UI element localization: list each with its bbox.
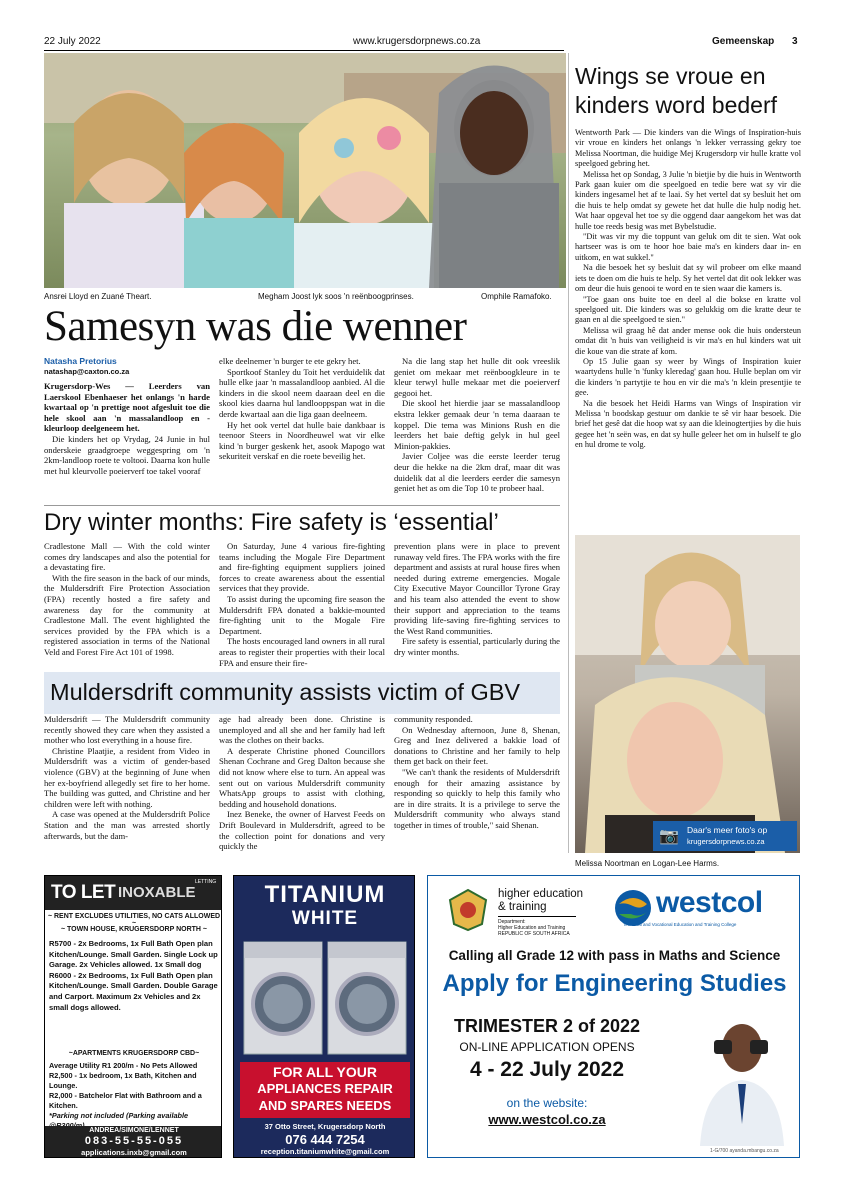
gbv-story-col1 — [44, 714, 210, 841]
main-story-para: Javier Coljee was die eerste leerder terug deur die hekke na die 2km draf, maar dit was duidelik dat al die leerders eerder die samesyn geniet het as om die Top 10 te probeer haal. — [394, 451, 560, 494]
main-story-para: Die skool het hierdie jaar se massalandloop ekstra lekker gemaak deur 'n tema daaraan te koppel. Die tema was Minions Rush en die leerders het baie deftig gelyk in hul geel Minion-pakkies. — [394, 398, 560, 451]
fire-story-col2 — [219, 541, 385, 668]
westcol-on-web: on the website: — [506, 1096, 588, 1110]
issue-date: 22 July 2022 — [44, 36, 101, 47]
westcol-brand: westcol — [656, 886, 763, 919]
westcol-tagline: Technical and Vocational Education and Training College — [623, 922, 737, 927]
camera-icon: 📷 — [659, 828, 679, 845]
titanium-title1: TITANIUM — [264, 881, 386, 908]
fire-story-col1 — [44, 541, 210, 658]
fire-story-para: Cradlestone Mall — With the cold winter comes dry landscapes and also the potential for a devastating fire. — [44, 541, 210, 573]
gbv-story-col2 — [219, 714, 385, 852]
children-photo-art — [44, 53, 566, 288]
gbv-headline: Muldersdrift community assists victim of GBV — [50, 679, 521, 705]
inoxable-listing: R2,000 - Batchelor Flat with Bathroom and a Kitchen. — [49, 1091, 202, 1110]
dhet-small-line: Department: — [498, 919, 526, 925]
fire-story-para: Fire safety is essential, particularly during the dry winter months. — [394, 636, 560, 657]
main-story-col1 — [44, 381, 210, 476]
section-name: Gemeenskap — [712, 36, 775, 47]
inoxable-apartment-list — [49, 1061, 219, 1131]
inoxable-listing: R6000 - 2x Bedrooms, 1x Full Bath Open plan Kitchen/Lounge. Small Garden. Double Garage and Carport. Maximum 2x Vehicles and 2x small dogs allowed. — [49, 970, 218, 1012]
inoxable-parking-note: *Parking not included (Parking available — [49, 1111, 189, 1120]
header-rule — [44, 50, 564, 51]
dhet-small-text — [498, 919, 570, 937]
gbv-story-para: A desperate Christine phoned Councillors Shenan Cochrane and Greg Dalton because she did not know where else to turn. An appeal was sent out on various Muldersdrift community WhatsApp groups to assist with clothing, bedding and household donations. — [219, 745, 385, 809]
main-story-para: Die kinders het op Vrydag, 24 Junie in hul onderskeie graadgroepe weggespring om 'n 2km-landloop roete te voltooi. Daarna kon hulle met hul kleurvolle poeierverf toe takel vooraf — [44, 433, 210, 476]
wings-story-body — [575, 128, 801, 451]
column-divider — [568, 53, 569, 853]
section-divider — [44, 505, 560, 506]
more-photos-text: Daar's meer foto's op — [687, 825, 768, 835]
photo-caption-left: Ansrei Lloyd en Zuané Theart. — [44, 292, 152, 301]
titanium-title2: WHITE — [291, 908, 359, 929]
main-story-para: Na die lang stap het hulle dit ook vreeslik geniet om mekaar met reënboogkleure in te kleur terwyl hulle mekaar met die poeierverf gegooi het. — [394, 356, 560, 398]
inoxable-brand: INOXABLE — [118, 884, 196, 901]
fire-story-para: prevention plans were in place to prevent runaway veld fires. The FPA works with the fire department and assists at rural house fires when needed during extreme emergencies. Mogale City Executive Mayor Councillor Tyrone Gray and his team also attended the event to show their support and appreciation to the teams providing life-saving fire-fighting services to the West Rand communities. — [394, 541, 560, 636]
gbv-story-para: A case was opened at the Muldersdrift Police Station and the man was arrested shortly afterwards, but the dam- — [44, 809, 210, 841]
titanium-banner — [240, 1062, 410, 1118]
inoxable-phone[interactable]: 083-55-55-055 — [84, 1135, 184, 1147]
melissa-logan-photo — [575, 535, 800, 853]
fire-headline: Dry winter months: Fire safety is ‘essential’ — [44, 509, 499, 536]
inoxable-townhouse-list — [49, 939, 219, 1013]
gbv-story-para: age had already been done. Christine is unemployed and all she and her family had left was the clothes on their backs. — [219, 714, 385, 746]
photo-caption-right: Omphile Ramafoko. — [481, 292, 552, 301]
main-story-para: Hy het ook vertel dat hulle baie dankbaar is teenoor Steers in Noordheuwel wat vir elke kind 'n burger geskenk het, asook Mapogo wat sekuriteit verskaf en die roete beveilig het. — [219, 419, 385, 462]
main-story-para: Sportkoof Stanley du Toit het verduidelik dat hulle elke jaar 'n massalandloop aanbied. Al die kinders in die skool neem daaraan deel en die skool kies daarna hul landlooppspan wat in die derde kwartaal aan die liga gaan deelneem. — [219, 366, 385, 419]
coat-of-arms-icon — [446, 888, 490, 932]
byline-name: Natasha Pretorius — [44, 356, 117, 366]
gbv-story-para: Inez Beneke, the owner of Harvest Feeds on Drift Boulevard in Muldersdrift, agreed to be the collection point for donations and very quickly the — [219, 809, 385, 852]
website-url[interactable]: www.krugersdorpnews.co.za — [353, 36, 481, 47]
selfie-photo-art — [575, 535, 800, 853]
wings-story-para: Na die besoek het sy besluit dat sy wil probeer om elke maand iets te doen om die huis te help. Sy het vertel dat dit ook lekker was om deur die huis genooi te word en te sien waar die kamers is. — [575, 263, 801, 294]
dhet-rule — [498, 916, 576, 917]
washing-machines-image — [242, 938, 408, 1058]
inoxable-section1: ~ TOWN HOUSE, KRUGERSDORP NORTH ~ — [61, 926, 207, 933]
inoxable-contact-bar — [45, 1126, 222, 1158]
main-story-col3 — [394, 356, 560, 494]
wings-story-para: Na die besoek het Heidi Harms van Wings of Inspiration vir Melissa 'n boodskap gestuur om dankie te sê vir haar besoek. Die brief het gesê dat die hoop wat sy aan die kleinogtertjies by die huis gegee het 'n seën was, en dat sy hulle geleer het om in hulself te glo en hul drome te volg. — [575, 398, 801, 450]
photo-caption-mid: Megham Joost lyk soos 'n reënboogprinses. — [258, 292, 414, 301]
westcol-call-line: Calling all Grade 12 with pass in Maths and Science — [448, 948, 781, 963]
dhet-small-line: REPUBLIC OF SOUTH AFRICA — [498, 931, 570, 937]
wings-photo-caption: Melissa Noortman en Logan-Lee Harms. — [575, 859, 720, 868]
main-headline: Samesyn was die wenner — [44, 303, 467, 350]
wings-headline: Wings se vroue en kinders word bederf — [575, 63, 777, 118]
westcol-url[interactable]: www.westcol.co.za — [488, 1112, 606, 1127]
titanium-banner-line2: APPLIANCES REPAIR — [257, 1081, 393, 1096]
wings-story-para: Op 15 Julie gaan sy weer by Wings of Inspiration kuier waartydens hulle 'n 'funky kleredag' gaan hou. Hulle beplan om vir die kinders 'n partytjie te hou en vir die ma's 'n klein presentjie te gee. — [575, 356, 801, 398]
gbv-story-para: Muldersdrift — The Muldersdrift community recently showed they care when they assisted a mother who lost everything in a house fire. — [44, 714, 210, 746]
titanium-white-ad[interactable] — [233, 875, 415, 1158]
page-number: 3 — [792, 36, 798, 47]
fire-story-para: On Saturday, June 4 various fire-fighting teams including the Mogale Fire Department and fire-fighting equipment suppliers joined forces to create awareness about the essential services that they provide. — [219, 541, 385, 594]
gbv-story-col3 — [394, 714, 560, 831]
wings-story-para: Melissa wil graag hê dat ander mense ook die huis ondersteun omdat dit 'n huis van veiligheid is vir ma's en hul kinders wat uit die koue van die strate af kom. — [575, 325, 801, 356]
main-story-lead: Krugersdorp-Wes — Leerders van Laerskool Ebenhaeser het onlangs 'n harde kwartaal op 'n prettige noot afgesluit toe die hele skool aan 'n massalandloop en -kleurloop deelgeneem het. — [44, 381, 210, 434]
titanium-email[interactable]: reception.titaniumwhite@gmail.com — [260, 1147, 390, 1156]
titanium-address: 37 Otto Street, Krugersdorp North — [264, 1122, 386, 1131]
westcol-ad[interactable] — [427, 875, 800, 1158]
main-story-col2 — [219, 356, 385, 462]
westcol-ref: 1-G/700 ayanda.mbangu.co.za — [710, 1148, 779, 1154]
westcol-apply-line: Apply for Engineering Studies — [442, 970, 787, 997]
wings-story-para: "Toe gaan ons buite toe en deel al die bokse en kratte vol speelgoed uit. Die kinders was so gelukkig om die kratte deur te gaan en al die speelgoed te sien." — [575, 294, 801, 325]
inoxable-contact-names: ANDREA/SIMONE/LENNET — [89, 1127, 179, 1134]
westcol-online: ON-LINE APPLICATION OPENS — [459, 1040, 635, 1054]
gbv-story-para: "We can't thank the residents of Muldersdrift enough for their amazing assistance by responding so quickly to help this family who are in dire straits. It is a privilege to serve the Muldersdrift community who always stand together in times of trouble," said Shenan. — [394, 766, 560, 830]
inoxable-listing: R2,500 - 1x bedroom, 1x Bath, Kitchen and Lounge. — [49, 1071, 197, 1090]
children-colour-run-photo — [44, 53, 566, 288]
more-photos-url[interactable]: krugersdorpnews.co.za — [687, 837, 765, 846]
gbv-story-para: On Wednesday afternoon, June 8, Shenan, Greg and Inez delivered a bakkie load of donations to Christine and her family to help them get back on their feet. — [394, 724, 560, 767]
titanium-banner-line3: AND SPARES NEEDS — [258, 1098, 392, 1113]
inoxable-rule-line: ~ RENT EXCLUDES UTILITIES, NO CATS ALLOWED ~ — [47, 913, 221, 927]
westcol-dates: 4 - 22 July 2022 — [469, 1058, 625, 1081]
inoxable-ad[interactable] — [44, 875, 222, 1158]
inoxable-email[interactable]: applications.inxb@gmail.com — [81, 1148, 187, 1157]
gbv-story-para: community responded. — [394, 714, 473, 724]
wings-story-para: Wentworth Park — Die kinders van die Wings of Inspiration-huis vir vroue en kinders het onlangs 'n lekker verrassing gekry toe Melissa Noortman, die huidige Mej Krugersdorp vir hulle kratte vol speelgoed gebring het. — [575, 128, 801, 169]
titanium-phone[interactable]: 076 444 7254 — [285, 1132, 365, 1147]
fire-story-para: To assist during the upcoming fire season the Muldersdrift FPA donated a bakkie-mounted fire-fighting unit to the Mogale Fire Department. — [219, 593, 385, 636]
inoxable-to-let: TO LET — [51, 882, 116, 903]
inoxable-letting-tag: LETTING — [195, 879, 217, 885]
student-binoculars-image — [690, 1014, 790, 1146]
dhet-small-line: Higher Education and Training — [498, 925, 566, 931]
wings-story-para: Melissa het op Sondag, 3 Julie 'n bietjie by die huis in Wentworth Park gaan kuier om die speelgoed en tedie bere wat sy vir die kinders ingesamel het af te laai. Sy het vertel dat sy besluit het om die huis te help omdat sy gewete het dat hulle die hulp nodig het. Wat haar opgeval het toe sy die oggend daar aangekom het was dat hulle toe reeds besig was met Bybelstudie. — [575, 169, 801, 231]
dhet-line1: higher education — [498, 888, 584, 900]
gbv-story-para: Christine Plaatjie, a resident from Video in Muldersdrift was a victim of gender-based violence (GBV) at the beginning of June when her ex-boyfriend allegedly set fire to her home. The building was gutted, and Christine and her children were left with nothing. — [44, 745, 210, 809]
fire-story-para: The hosts encouraged land owners in all rural areas to register their properties with their local FPA and ensure their fire- — [219, 636, 385, 668]
titanium-banner-line1: FOR ALL YOUR — [273, 1064, 377, 1080]
more-photos-badge[interactable] — [653, 821, 797, 851]
inoxable-title-bar — [45, 876, 222, 910]
westcol-trimester: TRIMESTER 2 of 2022 — [453, 1016, 641, 1036]
fire-story-col3 — [394, 541, 560, 658]
byline-email[interactable]: natashap@caxton.co.za — [44, 367, 130, 376]
inoxable-utility-line: Average Utility R1 200/m - No Pets Allowed — [49, 1061, 198, 1070]
fire-story-para: With the fire season in the back of our minds, the Muldersdrift Fire Protection Association (FPA) recently hosted a fire safety and awareness day for the community at Cradlestone Mall. The event highlighted the services provided by the FPA which is a registered association in terms of the National Veld and Forest Fire Act 101 of 1998. — [44, 572, 210, 657]
main-story-para: elke deelnemer 'n burger te ete gekry het. — [219, 356, 361, 366]
inoxable-listing: R5700 - 2x Bedrooms, 1x Full Bath Open plan Kitchen/Lounge. Small Garden. Single Lock up Garage. 2x Vehicles allowed. 1x Small dog — [49, 939, 218, 970]
dhet-line2: & training — [498, 901, 547, 913]
inoxable-section2: ~APARTMENTS KRUGERSDORP CBD~ — [68, 1050, 200, 1057]
wings-story-para: "Dit was vir my die toppunt van geluk om dit te sien. Wat ook hartseer was is om te hoor hoe baie ma's en kinders daar in- en uitkom, en wat sukkel." — [575, 232, 801, 262]
